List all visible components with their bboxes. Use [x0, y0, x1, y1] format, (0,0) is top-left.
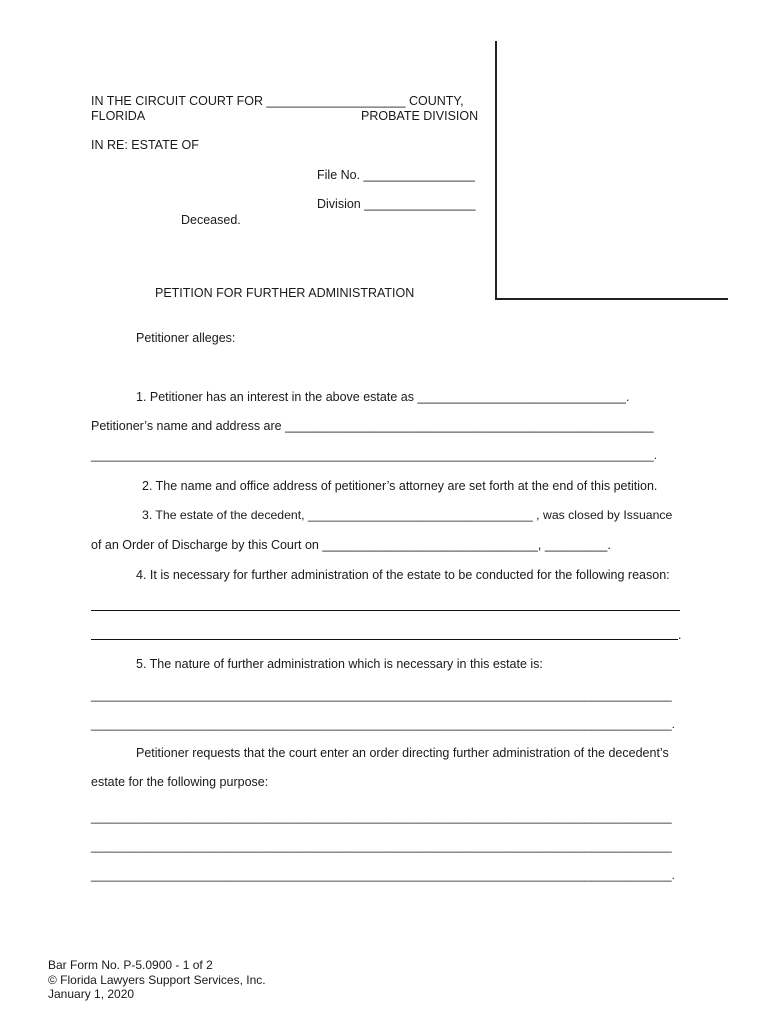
form-date: January 1, 2020	[48, 987, 135, 1001]
para4-end-period: .	[678, 628, 682, 642]
para1-line1: 1. Petitioner has an interest in the above estate as ______________________________.	[136, 390, 630, 404]
purpose-blank-1: _______________________________________________________________________________________	[91, 810, 672, 824]
probate-division-label: PROBATE DIVISION	[361, 109, 479, 123]
clerk-box-vertical-line	[495, 41, 497, 300]
para4-line1: 4. It is necessary for further administration of the estate to be conducted for the following reason:	[136, 568, 670, 582]
para1-line3: ________________________________________________________________________________________.	[91, 450, 658, 462]
state-label: FLORIDA	[91, 109, 146, 123]
document-title: PETITION FOR FURTHER ADMINISTRATION	[155, 286, 415, 300]
deceased-label: Deceased.	[181, 213, 241, 227]
para5-line3: _______________________________________________________________________________________.	[91, 717, 675, 731]
division-field[interactable]: Division ________________	[317, 197, 476, 211]
form-footer	[48, 958, 266, 1002]
purpose-blank-2: _______________________________________________________________________________________	[91, 839, 672, 853]
para5-line1: 5. The nature of further administration which is necessary in this estate is:	[136, 657, 543, 671]
para3-line2: of an Order of Discharge by this Court on _______________________________, _________.	[91, 538, 611, 552]
form-number: Bar Form No. P-5.0900 - 1 of 2	[48, 958, 213, 972]
purpose-blank-3: _______________________________________________________________________________________.	[91, 868, 675, 882]
copyright-notice: © Florida Lawyers Support Services, Inc.	[48, 972, 266, 987]
intro-text: Petitioner alleges:	[136, 331, 236, 345]
request-line2: estate for the following purpose:	[91, 775, 269, 789]
court-line: IN THE CIRCUIT COURT FOR ____________________ COUNTY,	[91, 94, 464, 108]
para3-line1: 3. The estate of the decedent, _________________________________ , was closed by Issuance	[142, 508, 673, 522]
reason-blank-line-1[interactable]	[91, 610, 680, 611]
clerk-box-horizontal-line	[495, 298, 728, 300]
para5-line2: _______________________________________________________________________________________	[91, 688, 672, 702]
request-line1: Petitioner requests that the court enter an order directing further administration of the decedent’s	[136, 746, 669, 760]
para1-line2: Petitioner’s name and address are _____________________________________________________	[91, 419, 654, 433]
file-no-field[interactable]: File No. ________________	[317, 168, 475, 182]
reason-blank-line-2[interactable]	[91, 639, 678, 640]
in-re-label: IN RE: ESTATE OF	[91, 138, 199, 152]
para2-text: 2. The name and office address of petitioner’s attorney are set forth at the end of this petition.	[142, 479, 658, 493]
